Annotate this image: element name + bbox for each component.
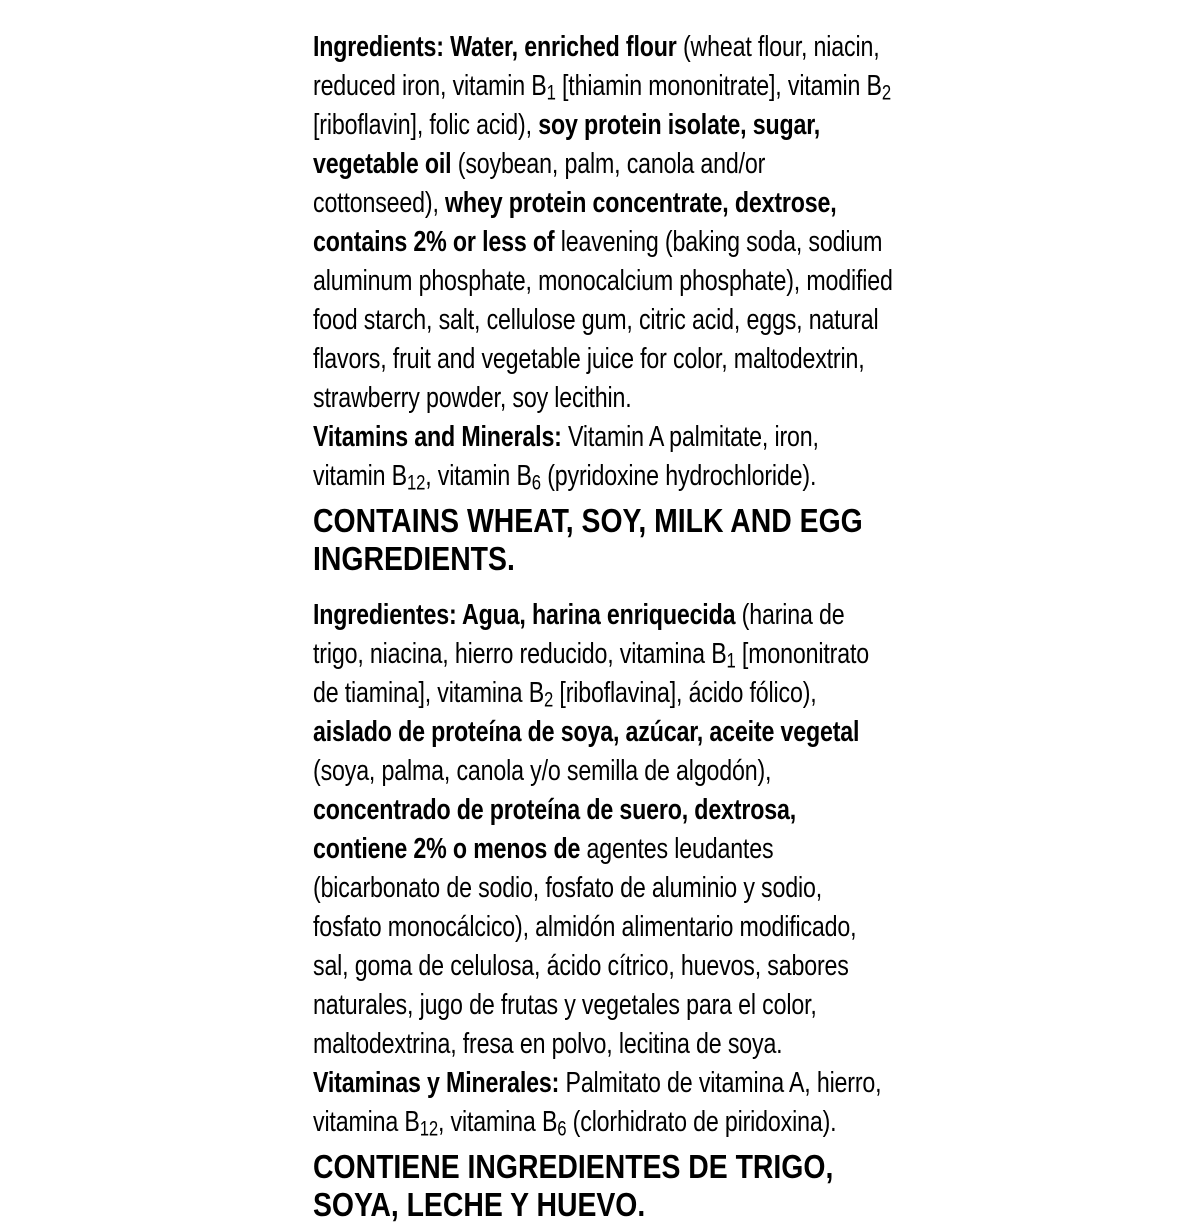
regular-text: (harina de trigo, niacina, hierro reducido, vitamina B <box>313 599 845 670</box>
allergen-warning-es: CONTIENE INGREDIENTES DE TRIGO, SOYA, LECHE Y HUEVO. <box>313 1148 834 1223</box>
regular-text: Palmitato de vitamina A, hierro, vitamina B <box>313 1067 882 1138</box>
regular-text: (soya, palma, canola y/o semilla de algodón), <box>313 755 772 787</box>
subscript-text: 6 <box>557 1117 567 1141</box>
bold-text: concentrado de proteína de suero, dextrosa, contiene 2% o menos de <box>313 794 797 865</box>
ingredient-label <box>313 28 893 1224</box>
ingredients-paragraph-en <box>313 28 893 418</box>
vitamins-paragraph-en <box>313 418 893 496</box>
regular-text: leavening (baking soda, sodium aluminum phosphate, monocalcium phosphate), modified food starch, salt, cellulose gum, citric acid, eggs, natural flavors, fruit and vegetable juice for color, maltodextrin, strawberry powder, soy lecithin. <box>313 226 893 414</box>
regular-text: [riboflavina], ácido fólico), <box>553 677 817 709</box>
regular-text: (clorhidrato de piridoxina). <box>566 1106 837 1138</box>
regular-text: [thiamin mononitrate], vitamin B <box>555 70 882 102</box>
bold-text: Ingredientes: Agua, harina enriquecida <box>313 599 742 631</box>
subscript-text: 12 <box>406 471 426 495</box>
subscript-text: 2 <box>881 81 891 105</box>
regular-text: (soybean, palm, canola and/or cottonseed), <box>313 148 766 219</box>
regular-text: [riboflavin], folic acid), <box>313 109 539 141</box>
regular-text: Vitamin A palmitate, iron, vitamin B <box>313 421 819 492</box>
subscript-text: 12 <box>419 1117 438 1141</box>
bold-text: Vitamins and Minerals: <box>313 421 569 453</box>
bold-text: soy protein isolate, sugar, vegetable oil <box>313 109 821 180</box>
bold-text: Ingredients: Water, enriched flour <box>313 31 683 63</box>
regular-text: , vitamina B <box>437 1106 558 1138</box>
vitamins-paragraph-es <box>313 1064 893 1142</box>
bold-text: Vitaminas y Minerales: <box>313 1067 566 1099</box>
regular-text: agentes leudantes (bicarbonato de sodio, fosfato de aluminio y sodio, fosfato monocálcico), almidón alimentario modificado, sal, goma de celulosa, ácido cítrico, huevos, sabores naturales, jugo de frutas y vegetales para el color, maltodextrina, fresa en polvo, lecitina de soya. <box>313 833 857 1060</box>
bold-text: whey protein concentrate, dextrose, contains 2% or less of <box>313 187 837 258</box>
regular-text: (pyridoxine hydrochloride). <box>540 460 817 492</box>
subscript-text: 1 <box>546 81 556 105</box>
subscript-text: 1 <box>726 649 736 673</box>
ingredients-paragraph-es <box>313 596 893 1064</box>
regular-text: [mononitrato de tiamina], vitamina B <box>313 638 869 709</box>
regular-text: (wheat flour, niacin, reduced iron, vitamin B <box>313 31 880 102</box>
regular-text: , vitamin B <box>425 460 532 492</box>
allergen-warning-en: CONTAINS WHEAT, SOY, MILK AND EGG INGREDIENTS. <box>313 502 863 577</box>
subscript-text: 6 <box>531 471 541 495</box>
subscript-text: 2 <box>544 688 554 712</box>
bold-text: aislado de proteína de soya, azúcar, aceite vegetal <box>313 716 860 748</box>
